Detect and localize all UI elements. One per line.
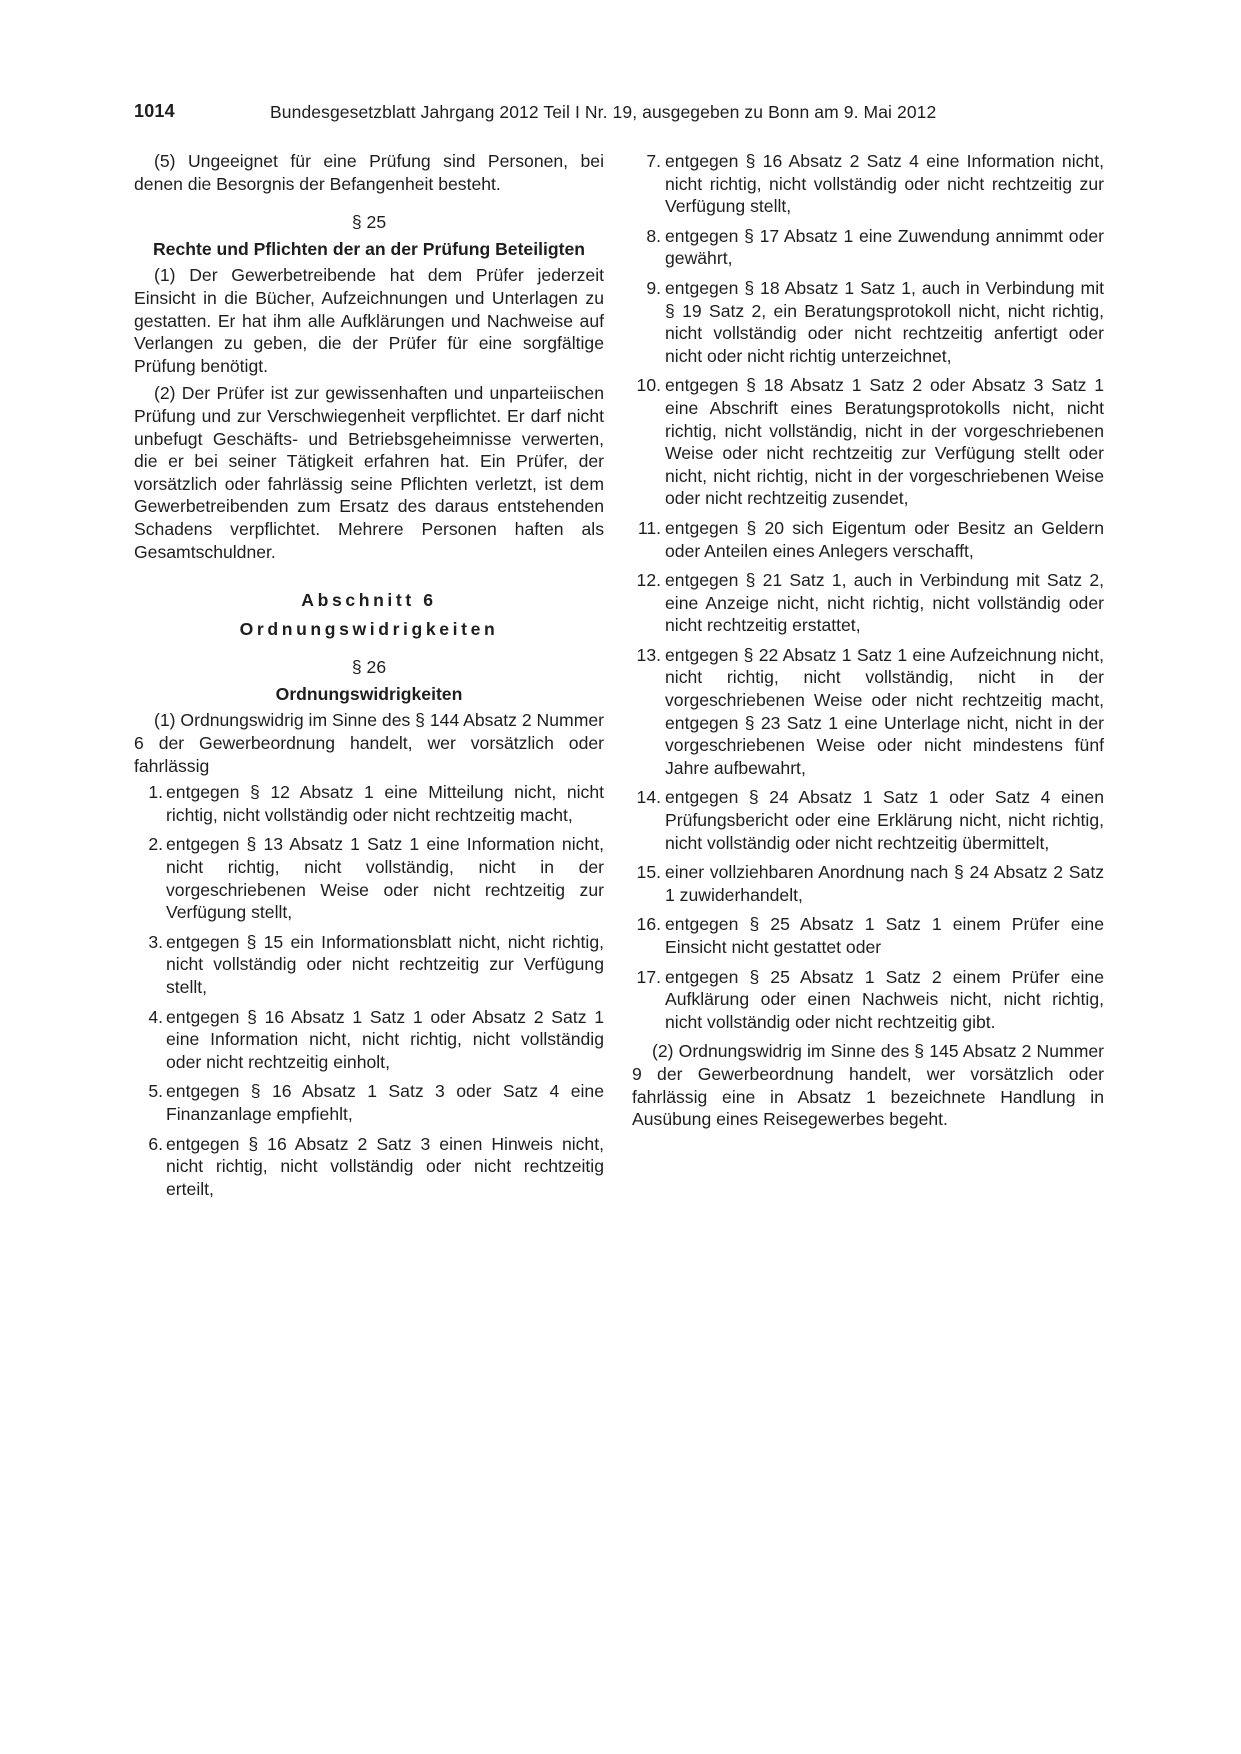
section-25-title: Rechte und Pflichten der an der Prüfung Beteiligten xyxy=(152,238,586,259)
item-text: entgegen § 16 Absatz 1 Satz 3 oder Satz 4 eine Finanzanlage empfiehlt, xyxy=(166,1081,604,1124)
abschnitt-label: Abschnitt 6 xyxy=(301,590,437,611)
abschnitt-title: Ordnungswidrigkeiten xyxy=(239,618,499,639)
item-number: 14. xyxy=(636,787,661,808)
item-number: 5. xyxy=(148,1081,163,1102)
section-26-paragraph-1-intro: (1) Ordnungswidrig im Sinne des § 144 Absatz 2 Nummer 6 der Gewerbeordnung handelt, wer vorsätzlich oder fahrlässig xyxy=(134,710,604,776)
item-text: entgegen § 18 Absatz 1 Satz 2 oder Absatz 3 Satz 1 eine Abschrift eines Beratungsprotokolls nicht, nicht richtig, nicht vollständig, nicht in der vorgeschriebenen Weise oder nicht rechtzeitig zur Verfügung stellt oder nicht, nicht richtig, nicht in der vorgeschriebenen Weise oder nicht rechtzeitig zusendet, xyxy=(665,375,1104,509)
section-25-number: § 25 xyxy=(351,212,387,233)
list-item xyxy=(134,1006,604,1074)
list-item xyxy=(632,913,1104,958)
item-text: einer vollziehbaren Anordnung nach § 24 Absatz 2 Satz 1 zuwiderhandelt, xyxy=(665,862,1104,905)
list-item xyxy=(632,150,1104,218)
item-number: 11. xyxy=(637,517,661,538)
left-column xyxy=(134,150,604,1207)
item-list-right xyxy=(632,150,1104,1033)
list-item xyxy=(632,644,1104,780)
item-text: entgegen § 12 Absatz 1 eine Mitteilung nicht, nicht richtig, nicht vollständig oder nicht rechtzeitig macht, xyxy=(166,782,604,825)
section-26-title: Ordnungswidrigkeiten xyxy=(275,683,463,704)
item-text: entgegen § 17 Absatz 1 eine Zuwendung annimmt oder gewährt, xyxy=(665,225,1104,269)
list-item xyxy=(134,1133,604,1201)
item-number: 6. xyxy=(148,1133,163,1154)
paragraph-5: (5) Ungeeignet für eine Prüfung sind Personen, bei denen die Besorgnis der Befangenheit besteht. xyxy=(134,151,604,194)
item-number: 12. xyxy=(636,570,661,591)
item-number: 3. xyxy=(148,931,163,952)
item-text: entgegen § 21 Satz 1, auch in Verbindung mit Satz 2, eine Anzeige nicht, nicht richtig, nicht vollständig oder nicht rechtzeitig erstattet, xyxy=(665,570,1104,636)
list-item xyxy=(632,225,1104,270)
item-text: entgegen § 16 Absatz 2 Satz 4 eine Information nicht, nicht richtig, nicht vollständig oder nicht rechtzeitig zur Verfügung stellt, xyxy=(665,151,1104,217)
list-item xyxy=(134,833,604,923)
item-text: entgegen § 13 Absatz 1 Satz 1 eine Information nicht, nicht richtig, nicht vollständig, nicht in der vorgeschriebenen Weise oder nicht rechtzeitig zur Verfügung stellt, xyxy=(166,834,604,923)
list-item xyxy=(632,517,1104,562)
item-text: entgegen § 24 Absatz 1 Satz 1 oder Satz 4 einen Prüfungsbericht oder eine Erklärung nicht, nicht richtig, nicht vollständig oder nicht rechtzeitig übermittelt, xyxy=(665,787,1104,853)
item-number: 2. xyxy=(148,834,163,855)
list-item xyxy=(632,374,1104,510)
right-column xyxy=(632,150,1104,1131)
item-text: entgegen § 25 Absatz 1 Satz 1 einem Prüfer eine Einsicht nicht gestattet oder xyxy=(665,914,1104,957)
item-number: 1. xyxy=(148,782,163,803)
item-number: 15. xyxy=(636,862,661,883)
item-text: entgegen § 15 ein Informationsblatt nicht, nicht richtig, nicht vollständig oder nicht rechtzeitig zur Verfügung stellt, xyxy=(166,931,604,997)
item-number: 13. xyxy=(636,644,661,665)
section-26-number: § 26 xyxy=(351,657,387,678)
list-item xyxy=(632,861,1104,906)
item-list-left xyxy=(134,781,604,1200)
list-item xyxy=(632,277,1104,367)
item-text: entgegen § 20 sich Eigentum oder Besitz an Geldern oder Anteilen eines Anlegers verschafft, xyxy=(665,517,1104,561)
list-item xyxy=(134,781,604,826)
item-number: 17. xyxy=(636,966,661,987)
section-25-paragraph-1: (1) Der Gewerbetreibende hat dem Prüfer jederzeit Einsicht in die Bücher, Aufzeichnungen und Unterlagen zu gestatten. Er hat ihm alle Aufklärungen und Nachweise auf Verlangen zu geben, die der Prüfer für eine sorgfältige Prüfung benötigt. xyxy=(134,265,604,376)
item-text: entgegen § 22 Absatz 1 Satz 1 eine Aufzeichnung nicht, nicht richtig, nicht vollständig, nicht in der vorgeschriebenen Weise oder nicht rechtzeitig macht, entgegen § 23 Satz 1 eine Unterlage nicht, nicht in der vorgeschriebenen Weise oder nicht mindestens fünf Jahre aufbewahrt, xyxy=(665,644,1104,778)
item-number: 8. xyxy=(646,225,661,246)
page-number: 1014 xyxy=(134,101,175,121)
item-text: entgegen § 25 Absatz 1 Satz 2 einem Prüfer eine Aufklärung oder einen Nachweis nicht, nicht richtig, nicht vollständig oder nicht rechtzeitig gibt. xyxy=(665,966,1104,1032)
item-number: 4. xyxy=(148,1006,163,1027)
item-number: 10. xyxy=(636,375,661,396)
item-number: 16. xyxy=(636,914,661,935)
list-item xyxy=(632,966,1104,1034)
list-item xyxy=(134,931,604,999)
list-item xyxy=(632,786,1104,854)
list-item xyxy=(134,1080,604,1125)
item-text: entgegen § 16 Absatz 1 Satz 1 oder Absatz 2 Satz 1 eine Information nicht, nicht richtig, nicht vollständig oder nicht rechtzeitig einholt, xyxy=(166,1006,604,1072)
running-header: Bundesgesetzblatt Jahrgang 2012 Teil I Nr. 19, ausgegeben zu Bonn am 9. Mai 2012 xyxy=(270,102,937,122)
section-25-paragraph-2: (2) Der Prüfer ist zur gewissenhaften und unparteiischen Prüfung und zur Verschwiegenheit verpflichtet. Er darf nicht unbefugt Geschäfts- und Betriebsgeheimnisse verwerten, die er bei seiner Tätigkeit erfahren hat. Ein Prüfer, der vorsätzlich oder fahrlässig seine Pflichten verletzt, ist dem Gewerbetreibenden zum Ersatz des daraus entstehenden Schadens verpflichtet. Mehrere Personen haften als Gesamtschuldner. xyxy=(134,383,604,562)
list-item xyxy=(632,569,1104,637)
section-26-paragraph-2: (2) Ordnungswidrig im Sinne des § 145 Absatz 2 Nummer 9 der Gewerbeordnung handelt, wer vorsätzlich oder fahrlässig eine in Absatz 1 bezeichnete Handlung in Ausübung eines Reisegewerbes begeht. xyxy=(632,1041,1104,1130)
item-text: entgegen § 18 Absatz 1 Satz 1, auch in Verbindung mit § 19 Satz 2, ein Beratungsprotokoll nicht, nicht richtig, nicht vollständig oder nicht rechtzeitig anfertigt oder nicht oder nicht richtig unterzeichnet, xyxy=(665,277,1104,366)
item-text: entgegen § 16 Absatz 2 Satz 3 einen Hinweis nicht, nicht richtig, nicht vollständig oder nicht rechtzeitig erteilt, xyxy=(166,1133,604,1199)
item-number: 7. xyxy=(646,151,661,171)
item-number: 9. xyxy=(646,277,661,298)
